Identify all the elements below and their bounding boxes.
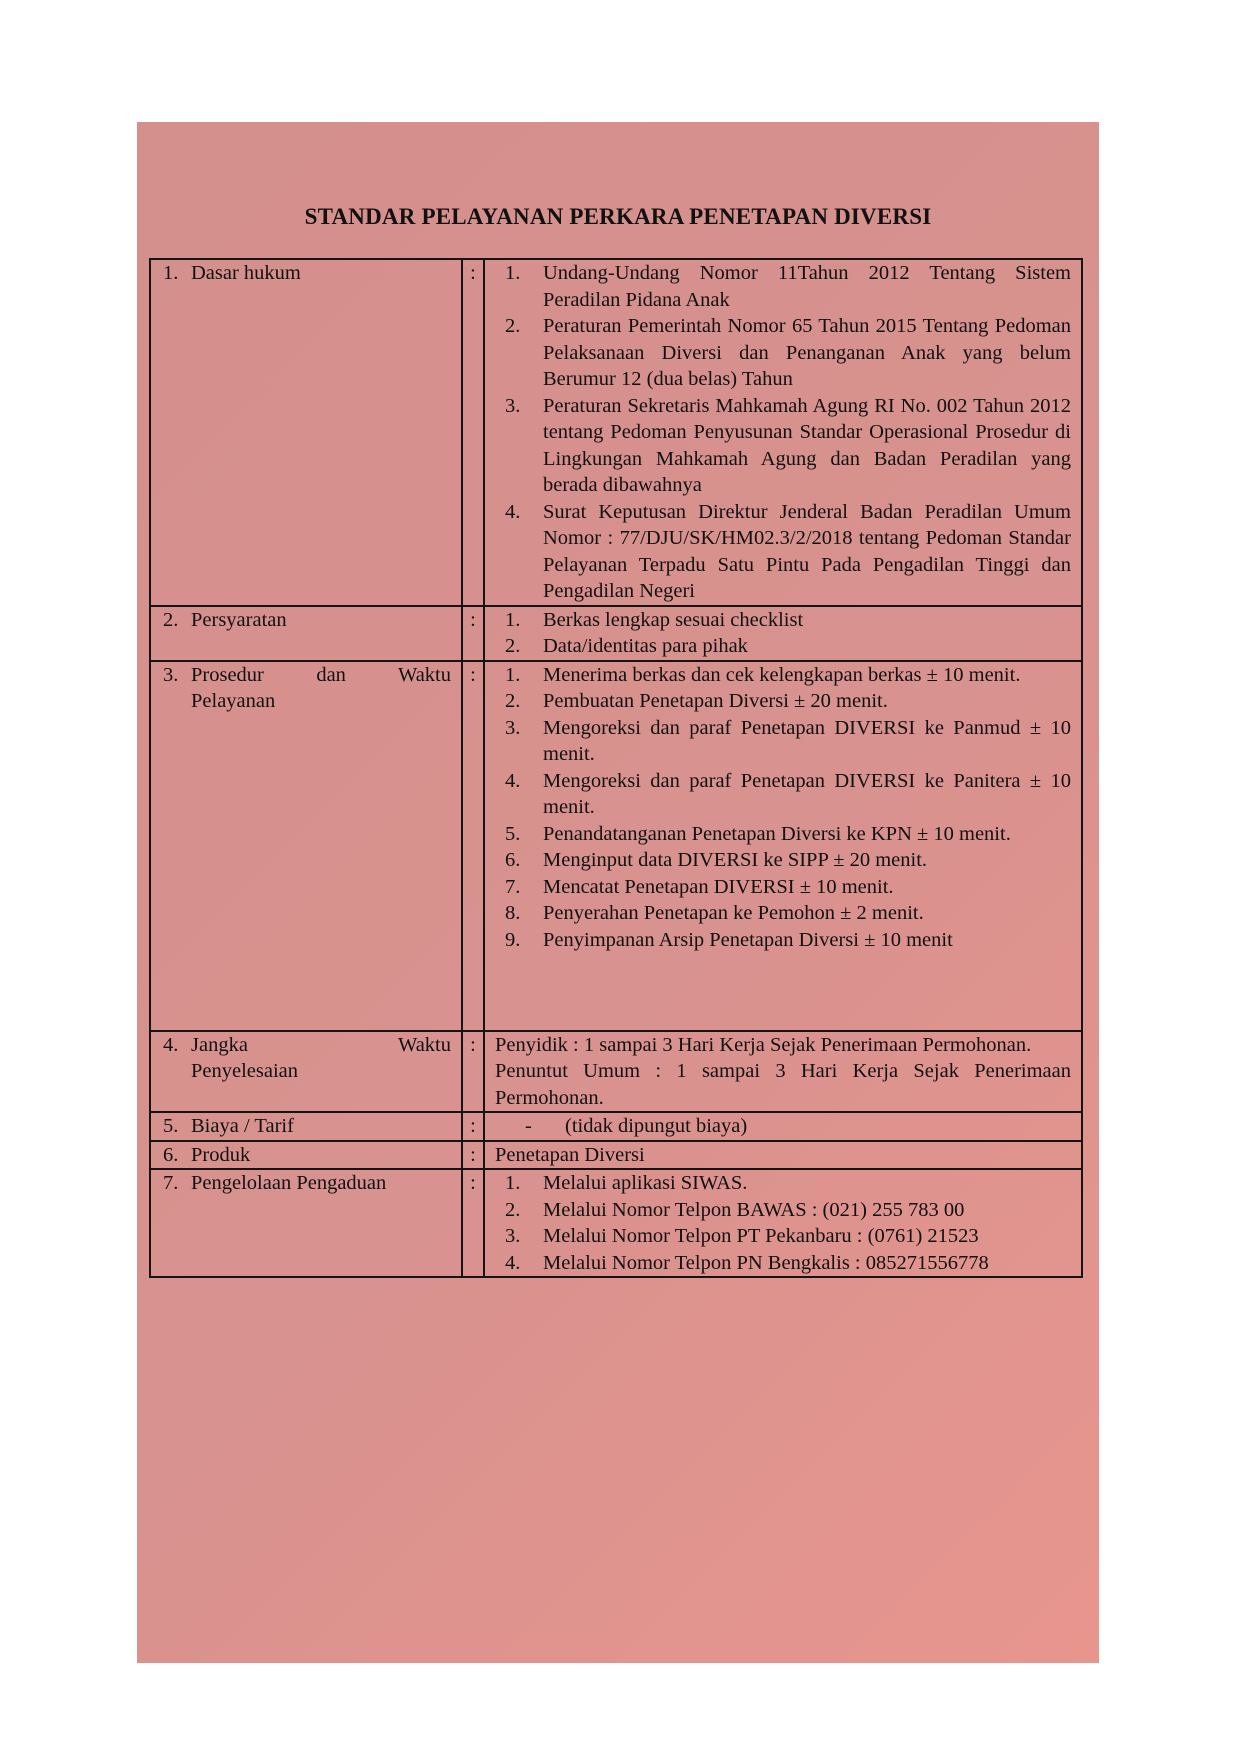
- row-label: Dasar hukum: [191, 262, 301, 284]
- colon-cell: :: [462, 606, 484, 661]
- table-row-prosedur: [150, 661, 1082, 1031]
- row-label: Persyaratan: [191, 608, 287, 631]
- row-label-cell: [150, 1031, 462, 1113]
- row-label-cell: [150, 1141, 462, 1170]
- row-content-cell: [484, 1141, 1082, 1170]
- fee-text: (tidak dipungut biaya): [565, 1115, 748, 1137]
- row-content-cell: [484, 661, 1082, 1031]
- document-page: [137, 122, 1099, 1663]
- row-label-cell: [150, 1112, 462, 1141]
- list-item: 1. Melalui aplikasi SIWAS.: [505, 1172, 748, 1194]
- table-row-pengaduan: [150, 1169, 1082, 1277]
- list-item: 5. Penandatanganan Penetapan Diversi ke KPN ± 10 menit.: [505, 822, 1011, 845]
- product-text: Penetapan Diversi: [495, 1143, 645, 1166]
- row-content-cell: [484, 259, 1082, 606]
- row-number: 1.: [163, 262, 179, 284]
- row-label-cell: [150, 606, 462, 661]
- list-item: 3. Mengoreksi dan paraf Penetapan DIVERSI ke Panmud ± 10 menit.: [505, 716, 1071, 765]
- list-item: 4. Mengoreksi dan paraf Penetapan DIVERSI ke Panitera ± 10 menit.: [505, 769, 1071, 818]
- colon-cell: :: [462, 661, 484, 1031]
- complaint-channel-list: [495, 1170, 1071, 1276]
- colon-cell: :: [462, 1112, 484, 1141]
- list-item: 2. Peraturan Pemerintah Nomor 65 Tahun 2015 Tentang Pedoman Pelaksanaan Diversi dan Penanganan Anak yang belum Berumur 12 (dua belas) Tahun: [505, 315, 1071, 390]
- row-number: 7.: [163, 1172, 179, 1194]
- table-row-produk: [150, 1141, 1082, 1170]
- row-label: Produk: [191, 1143, 251, 1166]
- row-label: Pengelolaan Pengaduan: [191, 1172, 387, 1194]
- list-item: 7. Mencatat Penetapan DIVERSI ± 10 menit.: [505, 875, 894, 898]
- colon-cell: :: [462, 1141, 484, 1170]
- list-item: 6. Menginput data DIVERSI ke SIPP ± 20 menit.: [505, 849, 928, 871]
- row-label-cell: [150, 1169, 462, 1277]
- service-standard-table: [149, 258, 1083, 1278]
- list-item: 8. Penyerahan Penetapan ke Pemohon ± 2 menit.: [505, 902, 924, 924]
- colon-cell: :: [462, 1169, 484, 1277]
- table-row-jangka-waktu: [150, 1031, 1082, 1113]
- row-label-line: Prosedur dan Waktu: [191, 663, 451, 686]
- row-content-cell: [484, 1112, 1082, 1141]
- row-number: 3.: [163, 663, 179, 686]
- duration-text: Penuntut Umum : 1 sampai 3 Hari Kerja Sejak Penerimaan Permohonan.: [495, 1060, 1071, 1109]
- list-item: 2. Melalui Nomor Telpon BAWAS : (021) 255 783 00: [505, 1198, 965, 1221]
- row-number: 2.: [163, 608, 179, 631]
- list-item: 9. Penyimpanan Arsip Penetapan Diversi ± 10 menit: [505, 928, 953, 951]
- row-number: 6.: [163, 1143, 179, 1166]
- list-item: 3. Peraturan Sekretaris Mahkamah Agung RI No. 002 Tahun 2012 tentang Pedoman Penyusunan Standar Operasional Prosedur di Lingkungan Mahkamah Agung dan Badan Peradilan yang berada dibawahnya: [505, 394, 1071, 496]
- list-item: 1. Berkas lengkap sesuai checklist: [505, 608, 804, 631]
- requirements-list: [495, 607, 1071, 660]
- dash-marker: -: [525, 1115, 532, 1137]
- table-row-persyaratan: [150, 606, 1082, 661]
- row-number: 4.: [163, 1033, 179, 1056]
- list-item: 2. Data/identitas para pihak: [505, 635, 748, 657]
- list-item: 3. Melalui Nomor Telpon PT Pekanbaru : (0761) 21523: [505, 1225, 979, 1247]
- table-row-biaya: [150, 1112, 1082, 1141]
- page-title: STANDAR PELAYANAN PERKARA PENETAPAN DIVERSI: [304, 204, 932, 229]
- row-label-line: Pelayanan: [191, 690, 276, 712]
- row-label: Biaya / Tarif: [191, 1115, 294, 1137]
- colon-cell: :: [462, 259, 484, 606]
- table-row-dasar-hukum: [150, 259, 1082, 606]
- list-item: 2. Pembuatan Penetapan Diversi ± 20 menit.: [505, 690, 888, 712]
- list-item: 4. Melalui Nomor Telpon PN Bengkalis : 085271556778: [505, 1251, 989, 1274]
- duration-text: Penyidik : 1 sampai 3 Hari Kerja Sejak Penerimaan Permohonan.: [495, 1033, 1032, 1056]
- row-content-cell: [484, 1031, 1082, 1113]
- list-item: 1. Menerima berkas dan cek kelengkapan berkas ± 10 menit.: [505, 663, 1021, 686]
- row-number: 5.: [163, 1115, 179, 1137]
- colon-cell: :: [462, 1031, 484, 1113]
- row-label-line: Jangka Waktu: [191, 1033, 451, 1056]
- row-label-cell: [150, 661, 462, 1031]
- row-label-cell: [150, 259, 462, 606]
- list-item: 4. Surat Keputusan Direktur Jenderal Badan Peradilan Umum Nomor : 77/DJU/SK/HM02.3/2/2018 tentang Pedoman Standar Pelayanan Terpadu Satu Pintu Pada Pengadilan Tinggi dan Pengadilan Negeri: [505, 500, 1071, 602]
- row-content-cell: [484, 606, 1082, 661]
- list-item: 1. Undang-Undang Nomor 11Tahun 2012 Tentang Sistem Peradilan Pidana Anak: [505, 262, 1071, 311]
- row-content-cell: [484, 1169, 1082, 1277]
- legal-basis-list: [495, 260, 1071, 605]
- row-label-line: Penyelesaian: [191, 1060, 299, 1082]
- procedure-list: [495, 662, 1071, 954]
